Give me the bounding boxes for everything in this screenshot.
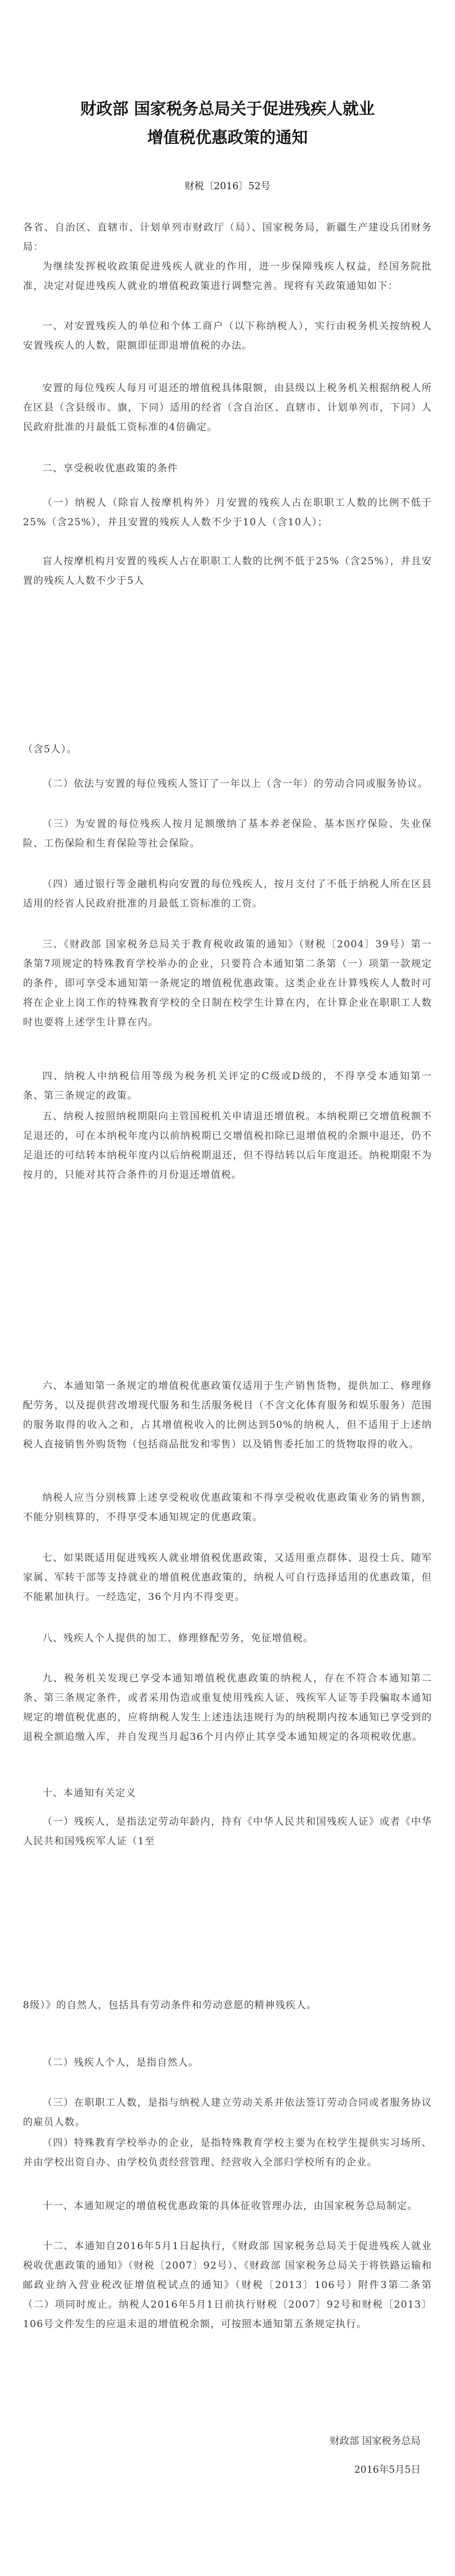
- paragraph-article-9: 九、税务机关发现已享受本通知增值税优惠政策的纳税人，存在不符合本通知第二条、第三条规定条件，或者采用伪造或重复使用残疾人证、残疾军人证等手段骗取本通知规定的增值税优惠的，应将纳税人发生上述违法违规行为的纳税期内按本通知已享受到的退税全额追缴入库，并自发现当月起36个月内停止其享受本通知规定的各项税收优惠。: [23, 1673, 432, 1743]
- paragraph-article-2-4: （四）通过银行等金融机构向安置的每位残疾人，按月支付了不低于纳税人所在区县适用的经省人民政府批准的月最低工资标准的工资。: [23, 879, 432, 910]
- paragraph-article-10-1: （一）残疾人，是指法定劳动年龄内，持有《中华人民共和国残疾人证》或者《中华人民共和国残疾军人证（1至: [23, 1816, 432, 1847]
- paragraph-article-3: 三、《财政部 国家税务总局关于教育税收政策的通知》（财税〔2004〕39号）第一条第7项规定的特殊教育学校举办的企业，只要符合本通知第二条第（一）项第一款规定的条件，即可享受本通知第一条规定的增值税优惠政策。这类企业在计算残疾人人数时可将在企业上岗工作的特殊教育学校的全日制在校学生计算在内，在计算企业在职职工人数时也要将上述学生计算在内。: [23, 939, 432, 1028]
- paragraph-intro: 为继续发挥税收政策促进残疾人就业的作用，进一步保障残疾人权益，经国务院批准，决定对促进残疾人就业的增值税政策进行调整完善。现将有关政策通知如下：: [23, 261, 432, 292]
- paragraph-article-10-2: （二）残疾人个人，是指自然人。: [42, 2057, 199, 2068]
- heading-article-10: 十、本通知有关定义: [42, 1787, 136, 1799]
- paragraph-article-2-1-blind-massage: 盲人按摩机构月安置的残疾人占在职职工人数的比例不低于25%（含25%），并且安置的残疾人人数不少于5人: [23, 556, 432, 587]
- paragraph-article-2-2: （二）依法与安置的每位残疾人签订了一年以上（含一年）的劳动合同或服务协议。: [42, 778, 429, 790]
- paragraph-article-1-limit: 安置的每位残疾人每月可退还的增值税具体限额，由县级以上税务机关根据纳税人所在区县（含县级市、旗，下同）适用的经省（含自治区、直辖市、计划单列市，下同）人民政府批准的月最低工资标准的4倍确定。: [23, 383, 432, 433]
- addressee: 各省、自治区、直辖市、计划单列市财政厅（局）、国家税务局，新疆生产建设兵团财务局：: [23, 222, 432, 253]
- paragraph-article-2-1-continued: （含5人）。: [23, 744, 77, 755]
- paragraph-article-7: 七、如果既适用促进残疾人就业增值税优惠政策，又适用重点群体、退役士兵、随军家属、军转干部等支持就业的增值税优惠政策的，纳税人可自行选择适用的优惠政策，但不能累加执行。一经选定，36个月内不得变更。: [23, 1552, 432, 1603]
- paragraph-article-6-accounting: 纳税人应当分别核算上述享受税收优惠政策和不得享受税收优惠政策业务的销售额，不能分别核算的，不得享受本通知规定的优惠政策。: [23, 1492, 432, 1523]
- paragraph-article-6: 六、本通知第一条规定的增值税优惠政策仅适用于生产销售货物，提供加工、修理修配劳务，以及提供营改增现代服务和生活服务税目（不含文化体育服务和娱乐服务）范围的服务取得的收入之和，占其增值税收入的比例达到50%的纳税人，但不适用于上述纳税人直接销售外购货物（包括商品批发和零售）以及销售委托加工的货物取得的收入。: [23, 1380, 432, 1450]
- paragraph-article-11: 十一、本通知规定的增值税优惠政策的具体征收管理办法，由国家税务总局制定。: [42, 2200, 418, 2212]
- paragraph-article-10-3: （三）在职职工人数，是指与纳税人建立劳动关系并依法签订劳动合同或者服务协议的雇员人数。: [23, 2097, 432, 2128]
- paragraph-article-12: 十二、本通知自2016年5月1日起执行，《财政部 国家税务总局关于促进残疾人就业税收优惠政策的通知》（财税〔2007〕92号）、《财政部 国家税务总局关于将铁路运输和邮政业纳入营业税改征增值税试点的通知》（财税〔2013〕106号）附件3第二条第（二）项同时废止。纳税人2016年5月1日前执行财税〔2007〕92号和财税〔2013〕106号文件发生的应退未退的增值税余额，可按照本通知第五条规定执行。: [23, 2241, 432, 2330]
- signature-organizations: 财政部 国家税务总局: [330, 2436, 421, 2447]
- paragraph-article-5: 五、纳税人按照纳税期限向主管国税机关申请退还增值税。本纳税期已交增值税额不足退还的，可在本纳税年度内以前纳税期已交增值税扣除已退增值税的余额中退还，仍不足退还的可结转本纳税年度内以后纳税期退还，但不得结转以后年度退还。纳税期限不为按月的，只能对其符合条件的月份退还增值税。: [23, 1111, 432, 1181]
- document-title-line1: 财政部 国家税务总局关于促进残疾人就业: [80, 99, 375, 118]
- paragraph-article-10-4: （四）特殊教育学校举办的企业，是指特殊教育学校主要为在校学生提供实习场所、并由学校出资自办、由学校负责经营管理、经营收入全部归学校所有的企业。: [23, 2137, 432, 2168]
- paragraph-article-4: 四、纳税人中纳税信用等级为税务机关评定的C级或D级的，不得享受本通知第一条、第三条规定的政策。: [23, 1071, 432, 1102]
- paragraph-article-10-1-continued: 8级）》的自然人，包括具有劳动条件和劳动意愿的精神残疾人。: [23, 2000, 317, 2011]
- document-number: 财税〔2016〕52号: [185, 181, 270, 192]
- signature-date: 2016年5月5日: [354, 2464, 421, 2476]
- paragraph-article-8: 八、残疾人个人提供的加工、修理修配劳务，免征增值税。: [42, 1633, 314, 1644]
- paragraph-article-2-1: （一）纳税人（除盲人按摩机构外）月安置的残疾人占在职职工人数的比例不低于25%（含25%），并且安置的残疾人人数不少于10人（含10人）；: [23, 497, 432, 528]
- heading-article-2: 二、享受税收优惠政策的条件: [42, 463, 178, 474]
- document-title-line2: 增值税优惠政策的通知: [147, 128, 308, 147]
- paragraph-article-1: 一、对安置残疾人的单位和个体工商户（以下称纳税人），实行由税务机关按纳税人安置残疾人的人数，限额即征即退增值税的办法。: [23, 321, 432, 352]
- paragraph-article-2-3: （三）为安置的每位残疾人按月足额缴纳了基本养老保险、基本医疗保险、失业保险、工伤保险和生育保险等社会保险。: [23, 818, 432, 849]
